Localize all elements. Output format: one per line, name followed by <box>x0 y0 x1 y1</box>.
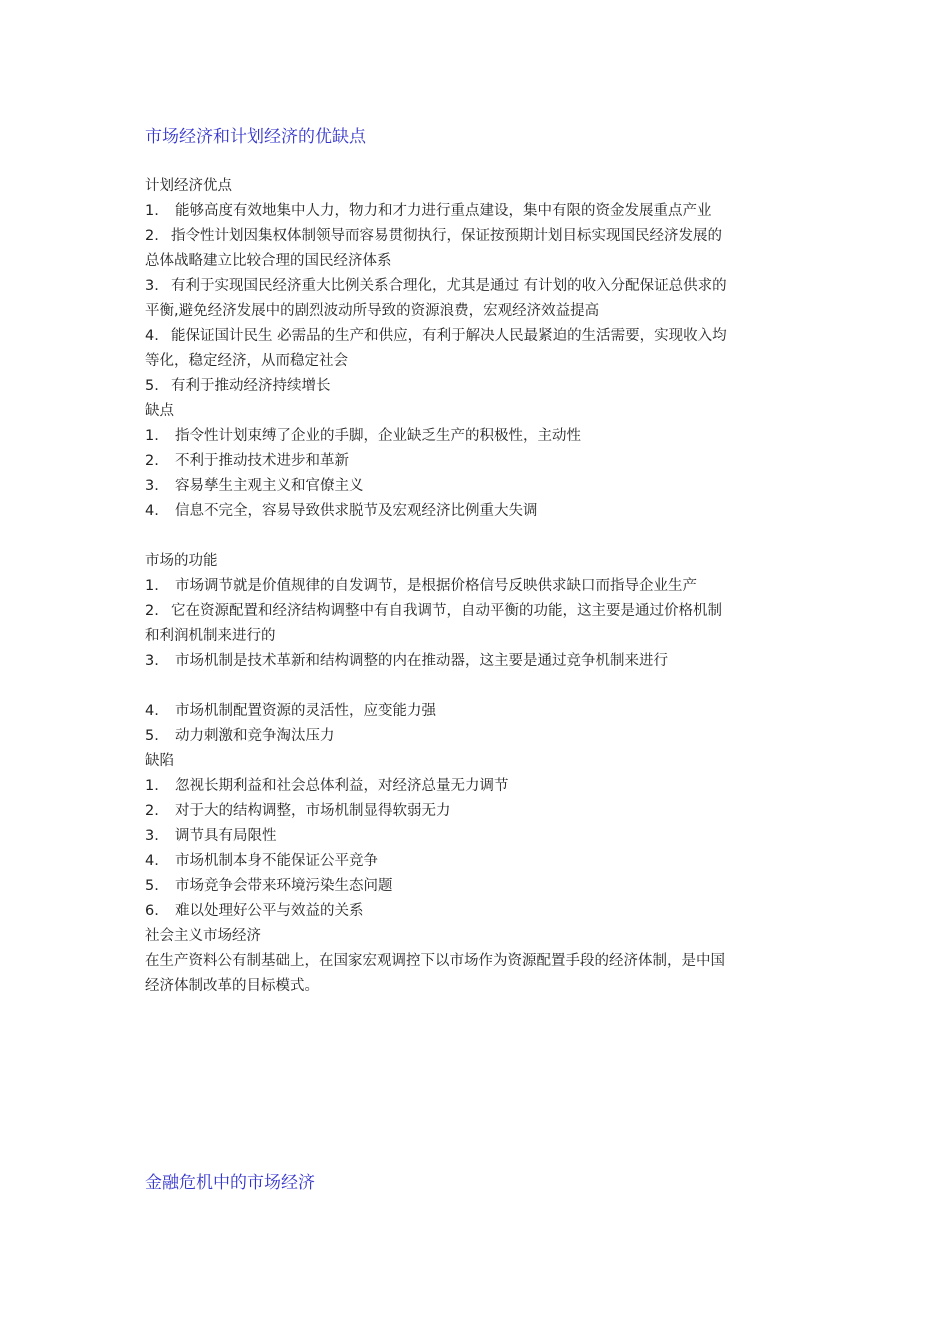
list-item <box>145 499 813 524</box>
item-text: 调节具有局限性 <box>175 828 277 844</box>
item-number: 3. <box>145 828 159 844</box>
item-number: 2. <box>145 803 159 819</box>
list-item <box>145 224 813 249</box>
item-text: 市场机制是技术革新和结构调整的内在推动器，这主要是通过竞争机制来进行 <box>175 653 668 669</box>
item-text: 信息不完全，容易导致供求脱节及宏观经济比例重大失调 <box>175 503 538 519</box>
list-item <box>145 424 813 449</box>
list-item <box>145 724 813 749</box>
item-text: 有利于推动经济持续增长 <box>171 378 331 394</box>
item-text: 它在资源配置和经济结构调整中有自我调节，自动平衡的功能，这主要是通过价格机制 <box>171 603 722 619</box>
item-number: 1. <box>145 428 159 444</box>
item-text: 指令性计划束缚了企业的手脚，企业缺乏生产的积极性，主动性 <box>175 428 581 444</box>
item-number: 4. <box>145 853 159 869</box>
item-number: 2. <box>145 603 159 619</box>
item-text: 市场竞争会带来环境污染生态问题 <box>175 878 393 894</box>
list-item <box>145 774 813 799</box>
item-number: 2. <box>145 453 159 469</box>
list-item <box>145 449 813 474</box>
item-number: 5. <box>145 728 159 744</box>
document-title: 市场经济和计划经济的优缺点 <box>145 127 366 147</box>
item-text: 能够高度有效地集中人力，物力和才力进行重点建设，集中有限的资金发展重点产业 <box>175 203 712 219</box>
item-number: 5. <box>145 878 159 894</box>
section-heading-planned-disadvantages: 缺点 <box>145 403 174 419</box>
section-heading-planned-advantages: 计划经济优点 <box>145 178 232 194</box>
item-number: 4. <box>145 703 159 719</box>
item-number: 1. <box>145 203 159 219</box>
item-text-continued: 总体战略建立比较合理的国民经济体系 <box>145 253 392 269</box>
list-item <box>145 649 813 674</box>
item-number: 2. <box>145 228 159 244</box>
item-text: 市场调节就是价值规律的自发调节，是根据价格信号反映供求缺口而指导企业生产 <box>175 578 697 594</box>
list-item <box>145 324 813 349</box>
item-text: 容易孳生主观主义和官僚主义 <box>175 478 364 494</box>
list-item <box>145 899 813 924</box>
item-number: 6. <box>145 903 159 919</box>
item-text: 不利于推动技术进步和革新 <box>175 453 349 469</box>
item-text-continued: 等化，稳定经济，从而稳定社会 <box>145 353 348 369</box>
item-text: 动力刺激和竞争淘汰压力 <box>175 728 335 744</box>
item-text: 忽视长期利益和社会总体利益，对经济总量无力调节 <box>175 778 509 794</box>
paragraph-line: 在生产资料公有制基础上，在国家宏观调控下以市场作为资源配置手段的经济体制，是中国 <box>145 953 725 969</box>
second-title: 金融危机中的市场经济 <box>145 1173 315 1193</box>
item-number: 1. <box>145 778 159 794</box>
item-number: 1. <box>145 578 159 594</box>
list-item <box>145 799 813 824</box>
blank-line <box>145 524 813 549</box>
item-text: 指令性计划因集权体制领导而容易贯彻执行，保证按预期计划目标实现国民经济发展的 <box>171 228 722 244</box>
section-heading-market-functions: 市场的功能 <box>145 553 218 569</box>
list-item <box>145 574 813 599</box>
item-text: 对于大的结构调整，市场机制显得软弱无力 <box>175 803 451 819</box>
list-item <box>145 599 813 624</box>
item-number: 5. <box>145 378 159 394</box>
list-item <box>145 374 813 399</box>
item-text: 市场机制配置资源的灵活性，应变能力强 <box>175 703 436 719</box>
item-text: 能保证国计民生 必需品的生产和供应，有利于解决人民最紧迫的生活需要，实现收入均 <box>171 328 727 344</box>
list-item <box>145 874 813 899</box>
item-number: 3. <box>145 278 159 294</box>
item-text: 有利于实现国民经济重大比例关系合理化，尤其是通过 有计划的收入分配保证总供求的 <box>171 278 727 294</box>
list-item <box>145 199 813 224</box>
paragraph-line: 经济体制改革的目标模式。 <box>145 978 319 994</box>
list-item <box>145 274 813 299</box>
list-item <box>145 824 813 849</box>
blank-line <box>145 674 813 699</box>
list-item <box>145 849 813 874</box>
item-text-continued: 平衡,避免经济发展中的剧烈波动所导致的资源浪费，宏观经济效益提高 <box>145 303 600 319</box>
item-text: 难以处理好公平与效益的关系 <box>175 903 364 919</box>
item-text: 市场机制本身不能保证公平竞争 <box>175 853 378 869</box>
document-body <box>145 174 813 999</box>
item-number: 4. <box>145 503 159 519</box>
item-text-continued: 和利润机制来进行的 <box>145 628 276 644</box>
section-heading-socialist-market-economy: 社会主义市场经济 <box>145 928 261 944</box>
section-heading-market-defects: 缺陷 <box>145 753 174 769</box>
item-number: 4. <box>145 328 159 344</box>
list-item <box>145 474 813 499</box>
list-item <box>145 699 813 724</box>
item-number: 3. <box>145 653 159 669</box>
item-number: 3. <box>145 478 159 494</box>
